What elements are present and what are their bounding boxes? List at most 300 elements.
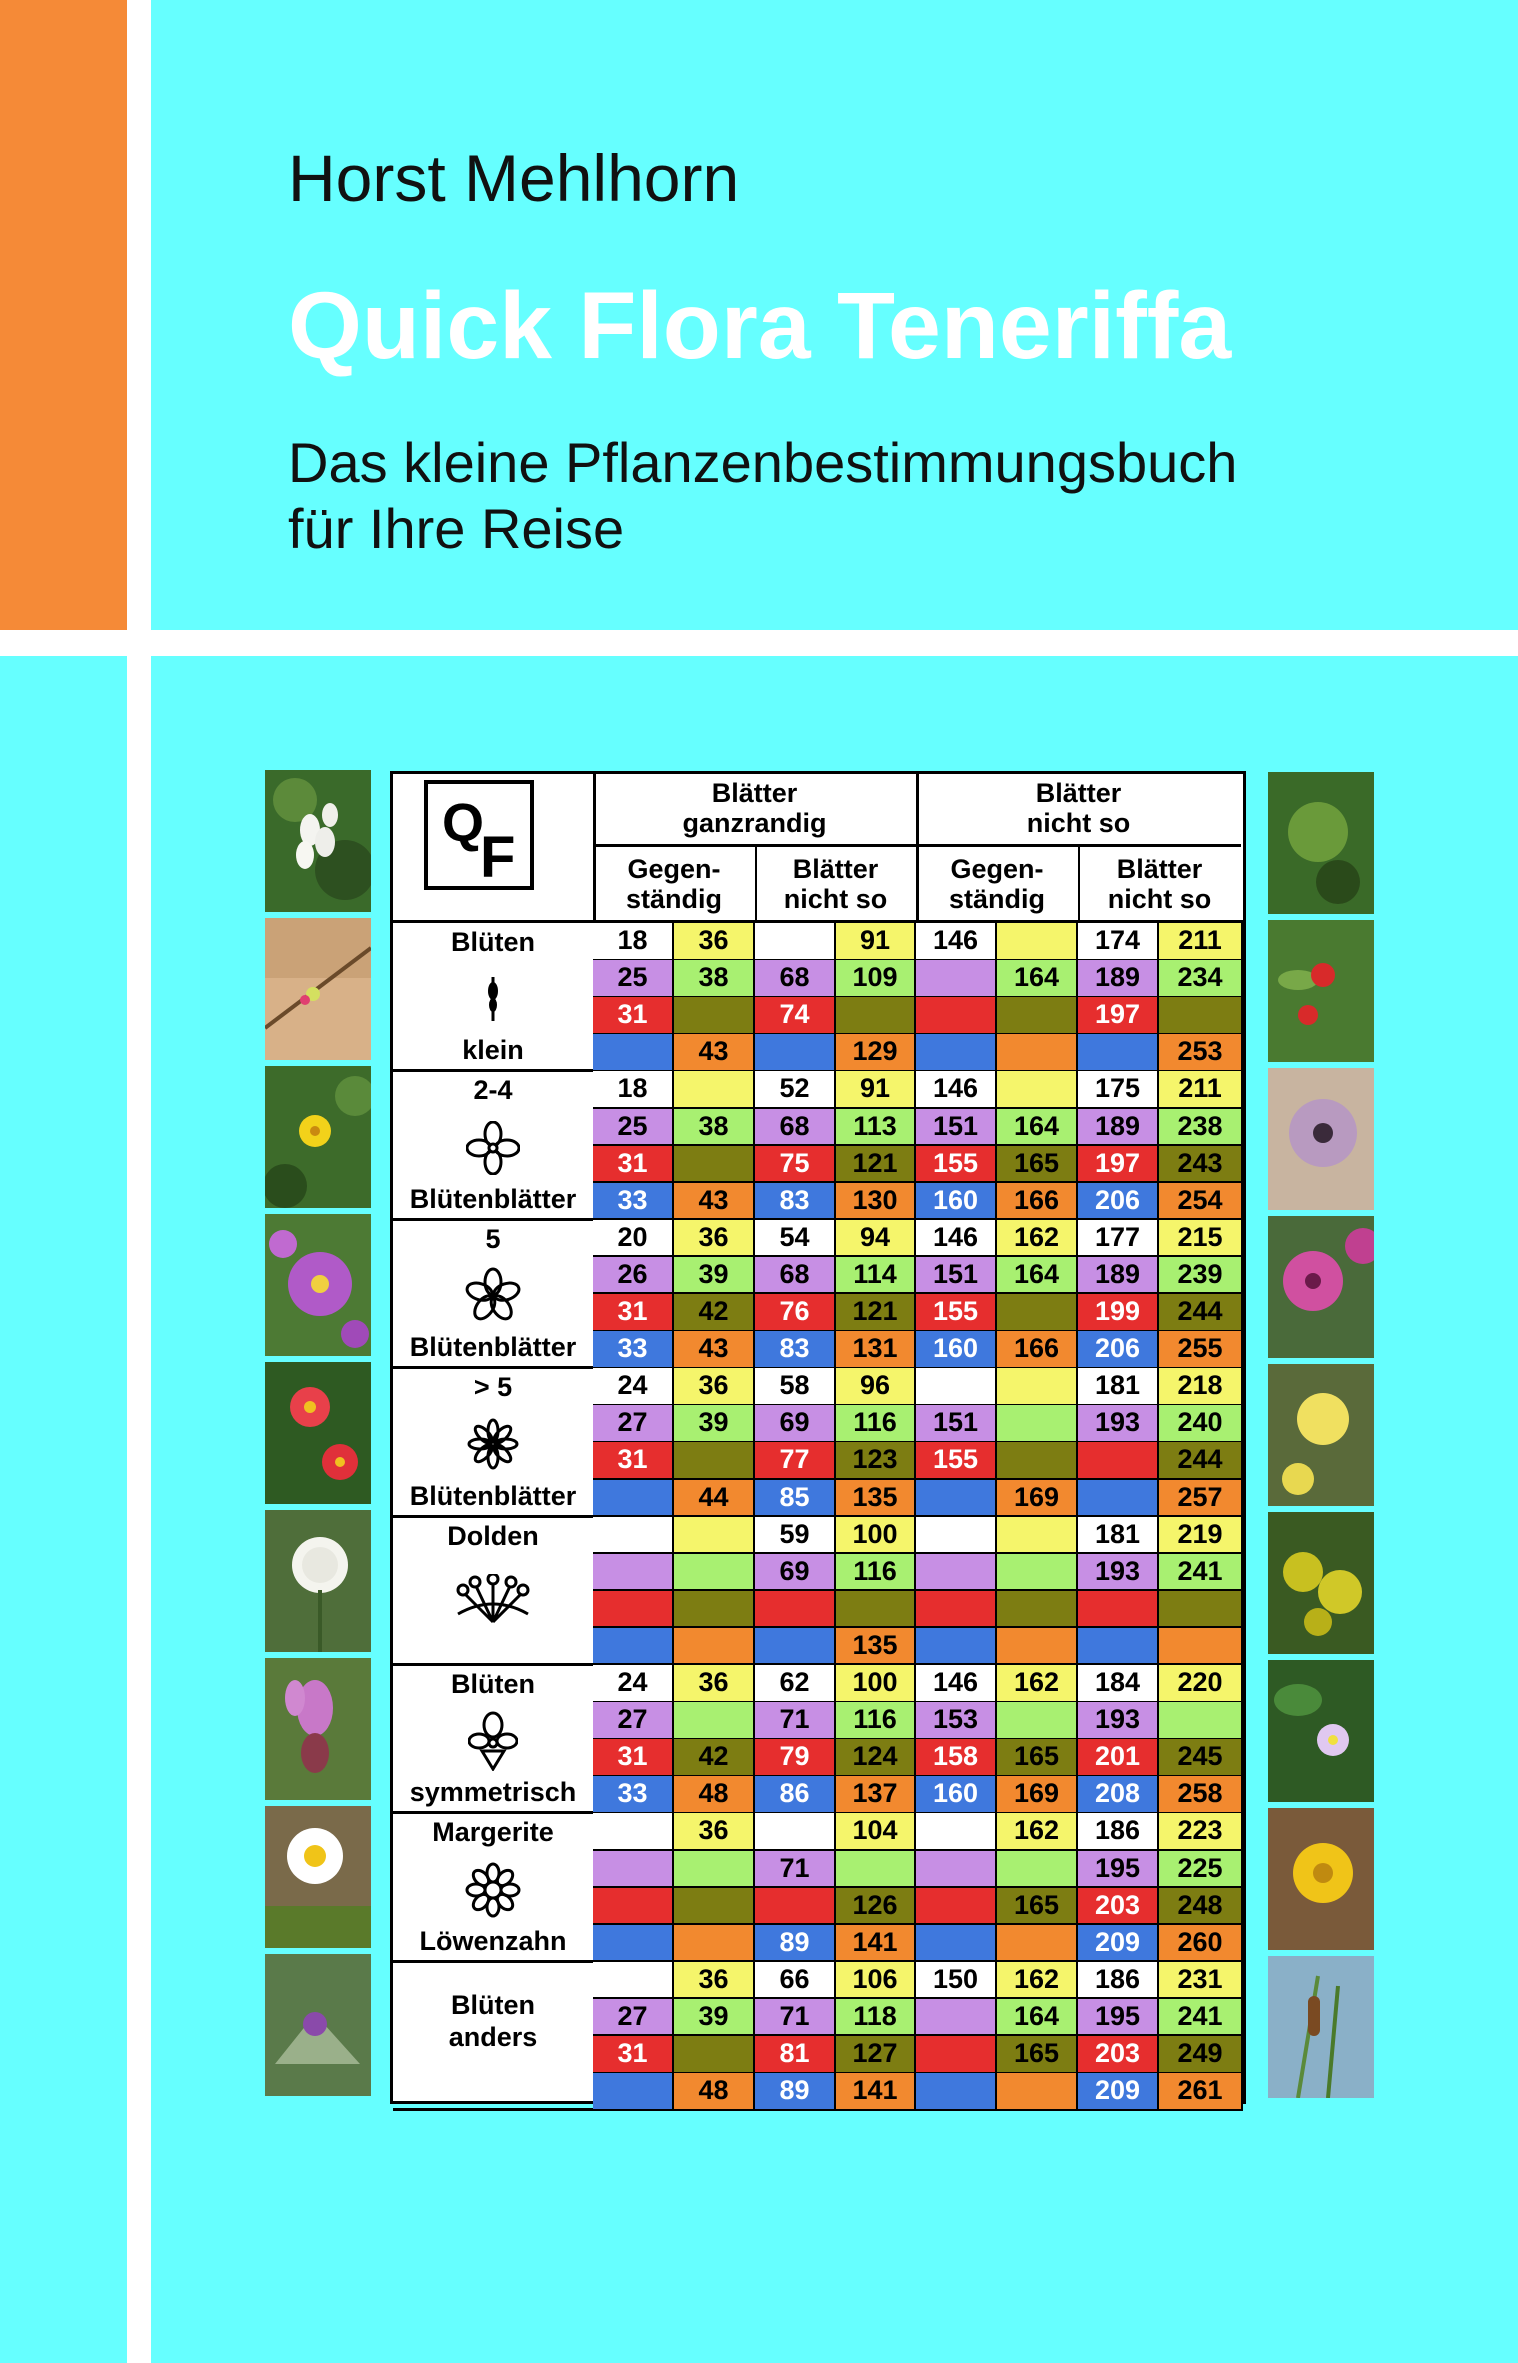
key-cell (1159, 1591, 1243, 1629)
key-cell: 164 (997, 960, 1078, 998)
key-cell: 96 (836, 1368, 916, 1406)
key-cell: 199 (1078, 1294, 1159, 1332)
key-cell: 165 (997, 1888, 1078, 1926)
key-cell: 231 (1159, 1962, 1243, 2000)
header-opposite-1-line-1: Gegen- (627, 854, 721, 884)
key-cell (593, 1034, 674, 1072)
key-cell: 146 (916, 1665, 997, 1703)
key-cell: 189 (1078, 960, 1159, 998)
key-cell (916, 2036, 997, 2074)
key-cell (916, 2073, 997, 2111)
header-leaves-other-line-2: nicht so (1026, 808, 1131, 838)
header-not-so-2-line-1: Blätter (1116, 854, 1203, 884)
key-cell: 36 (674, 923, 755, 961)
key-cell: 44 (674, 1480, 755, 1518)
key-cell: 68 (755, 1109, 836, 1147)
header-opposite-2-line-2: ständig (948, 884, 1045, 914)
key-cell: 160 (916, 1776, 997, 1814)
group-label-top: 5 (485, 1223, 501, 1254)
logo-letter-q: Q (442, 793, 485, 853)
key-cell (1159, 1702, 1243, 1740)
key-cell: 220 (1159, 1665, 1243, 1703)
key-cell (674, 1146, 755, 1184)
flower-photo-green-shrub (1268, 772, 1374, 914)
header-opposite-2 (916, 854, 1078, 914)
key-cell (916, 997, 997, 1035)
key-cell (997, 1628, 1078, 1666)
key-cell (1078, 1034, 1159, 1072)
key-cell: 166 (997, 1331, 1078, 1369)
key-cell: 164 (997, 1109, 1078, 1147)
key-cell: 75 (755, 1146, 836, 1184)
divider-header-sub-2 (1078, 846, 1080, 922)
key-cell: 169 (997, 1480, 1078, 1518)
key-cell: 158 (916, 1739, 997, 1777)
key-cell: 146 (916, 1071, 997, 1109)
key-cell: 89 (755, 1925, 836, 1963)
key-cell (916, 1554, 997, 1592)
flower-photo-yellow (265, 1066, 371, 1208)
key-cell: 253 (1159, 1034, 1243, 1072)
key-cell (674, 1591, 755, 1629)
key-cell (997, 1034, 1078, 1072)
key-cell (916, 1368, 997, 1406)
key-cell (593, 1480, 674, 1518)
key-cell: 39 (674, 1257, 755, 1295)
key-cell: 109 (836, 960, 916, 998)
key-cell (997, 1368, 1078, 1406)
key-cell: 31 (593, 1146, 674, 1184)
key-cell: 116 (836, 1405, 916, 1443)
group-label-top: Dolden (447, 1520, 539, 1551)
logo-letter-f: F (480, 825, 516, 890)
key-cell: 24 (593, 1368, 674, 1406)
key-cell: 193 (1078, 1554, 1159, 1592)
key-cell: 177 (1078, 1220, 1159, 1258)
key-cell: 130 (836, 1183, 916, 1221)
key-cell: 206 (1078, 1331, 1159, 1369)
key-cell: 27 (593, 1999, 674, 2037)
key-cell (916, 1034, 997, 1072)
key-cell: 36 (674, 1813, 755, 1851)
key-cell: 31 (593, 1294, 674, 1332)
key-cell: 244 (1159, 1294, 1243, 1332)
key-cell: 181 (1078, 1368, 1159, 1406)
flower-photo-pink-cistus (265, 1214, 371, 1356)
header-not-so-1-line-1: Blätter (792, 854, 879, 884)
key-cell: 151 (916, 1109, 997, 1147)
key-cell: 77 (755, 1442, 836, 1480)
key-cell: 48 (674, 2073, 755, 2111)
flower-photo-orchid (265, 1658, 371, 1800)
key-cell: 203 (1078, 2036, 1159, 2074)
key-cell: 248 (1159, 1888, 1243, 1926)
key-cell: 33 (593, 1776, 674, 1814)
key-cell: 20 (593, 1220, 674, 1258)
key-cell (674, 1628, 755, 1666)
key-cell: 141 (836, 1925, 916, 1963)
key-cell: 83 (755, 1331, 836, 1369)
key-cell (674, 1925, 755, 1963)
book-title: Quick Flora Teneriffa (288, 273, 1232, 379)
key-cell: 43 (674, 1034, 755, 1072)
header-opposite-1-line-2: ständig (625, 884, 722, 914)
key-cell: 116 (836, 1702, 916, 1740)
key-cell: 155 (916, 1294, 997, 1332)
qf-logo (424, 780, 534, 890)
flower-photo-red (265, 1362, 371, 1504)
author-name: Horst Mehlhorn (288, 141, 740, 215)
white-horizontal-stripe (0, 630, 1518, 656)
key-cell: 189 (1078, 1257, 1159, 1295)
key-cell: 164 (997, 1257, 1078, 1295)
key-cell: 234 (1159, 960, 1243, 998)
key-cell: 42 (674, 1294, 755, 1332)
key-cell (916, 960, 997, 998)
key-cell: 261 (1159, 2073, 1243, 2111)
key-cell (997, 1517, 1078, 1555)
header-opposite-1 (593, 854, 755, 914)
key-cell (1078, 1480, 1159, 1518)
key-cell: 25 (593, 1109, 674, 1147)
key-cell: 127 (836, 2036, 916, 2074)
key-cell: 241 (1159, 1999, 1243, 2037)
key-cell (755, 1591, 836, 1629)
key-cell: 42 (674, 1739, 755, 1777)
key-cell (593, 1962, 674, 2000)
group-label-top: Margerite (432, 1817, 554, 1848)
key-cell: 155 (916, 1442, 997, 1480)
key-cell: 209 (1078, 1925, 1159, 1963)
key-cell (1078, 1591, 1159, 1629)
group-label-bottom: Löwenzahn (419, 1925, 567, 1956)
key-cell: 89 (755, 2073, 836, 2111)
key-cell: 83 (755, 1183, 836, 1221)
key-cell: 124 (836, 1739, 916, 1777)
flower-photo-poppy (1268, 1068, 1374, 1210)
key-cell: 245 (1159, 1739, 1243, 1777)
key-cell: 116 (836, 1554, 916, 1592)
key-cell: 68 (755, 1257, 836, 1295)
key-cell: 151 (916, 1405, 997, 1443)
key-cell: 121 (836, 1294, 916, 1332)
key-cell: 43 (674, 1183, 755, 1221)
key-cell: 211 (1159, 1071, 1243, 1109)
header-leaves-entire (593, 778, 916, 838)
flower-photo-thistle (265, 1954, 371, 2096)
identification-key-table (390, 771, 1246, 2104)
key-cell (674, 2036, 755, 2074)
key-cell: 123 (836, 1442, 916, 1480)
umbel-icon (453, 1574, 533, 1629)
key-cell: 146 (916, 923, 997, 961)
key-cell (674, 1702, 755, 1740)
header-not-so-1-line-2: nicht so (783, 884, 888, 914)
key-cell: 258 (1159, 1776, 1243, 1814)
key-cell: 165 (997, 1739, 1078, 1777)
key-cell (674, 997, 755, 1035)
key-cell: 71 (755, 1999, 836, 2037)
key-cell: 36 (674, 1220, 755, 1258)
key-cell: 166 (997, 1183, 1078, 1221)
subtitle-line-2: für Ihre Reise (288, 497, 625, 560)
book-subtitle (288, 430, 1237, 562)
key-cell (997, 923, 1078, 961)
key-cell: 118 (836, 1999, 916, 2037)
key-cell: 33 (593, 1183, 674, 1221)
key-cell: 162 (997, 1962, 1078, 2000)
key-cell: 106 (836, 1962, 916, 2000)
header-opposite-2-line-1: Gegen- (950, 854, 1044, 884)
key-cell: 104 (836, 1813, 916, 1851)
key-cell: 164 (997, 1999, 1078, 2037)
key-cell: 79 (755, 1739, 836, 1777)
key-cell: 195 (1078, 1999, 1159, 2037)
flower-photo-twig (265, 918, 371, 1060)
key-cell (916, 1591, 997, 1629)
key-cell: 38 (674, 1109, 755, 1147)
key-cell: 165 (997, 1146, 1078, 1184)
key-cell: 85 (755, 1480, 836, 1518)
key-cell: 175 (1078, 1071, 1159, 1109)
key-cell: 197 (1078, 1146, 1159, 1184)
key-cell: 238 (1159, 1109, 1243, 1147)
key-cell: 189 (1078, 1109, 1159, 1147)
many-petal-icon (467, 1418, 519, 1475)
key-cell: 31 (593, 997, 674, 1035)
key-cell (755, 1813, 836, 1851)
key-cell: 141 (836, 2073, 916, 2111)
key-cell (593, 1517, 674, 1555)
key-cell: 114 (836, 1257, 916, 1295)
key-cell: 94 (836, 1220, 916, 1258)
key-cell: 243 (1159, 1146, 1243, 1184)
key-cell: 58 (755, 1368, 836, 1406)
key-cell (755, 1888, 836, 1926)
key-cell: 36 (674, 1368, 755, 1406)
key-cell: 52 (755, 1071, 836, 1109)
key-cell (593, 1628, 674, 1666)
key-cell: 74 (755, 997, 836, 1035)
key-cell: 197 (1078, 997, 1159, 1035)
group-label-top: Blüten (451, 1669, 535, 1699)
key-cell: 54 (755, 1220, 836, 1258)
group-label-bottom: Blütenblätter (409, 1480, 577, 1511)
key-cell (755, 923, 836, 961)
divider-header-groups (916, 774, 919, 922)
header-leaves-other-line-1: Blätter (1035, 778, 1122, 808)
key-cell: 131 (836, 1331, 916, 1369)
key-cell (836, 997, 916, 1035)
key-cell (997, 1405, 1078, 1443)
key-cell: 26 (593, 1257, 674, 1295)
key-cell: 169 (997, 1776, 1078, 1814)
key-cell (593, 1591, 674, 1629)
white-vertical-stripe (127, 0, 151, 2363)
key-cell: 100 (836, 1517, 916, 1555)
key-cell: 260 (1159, 1925, 1243, 1963)
key-cell: 69 (755, 1405, 836, 1443)
key-cell (593, 1851, 674, 1889)
subtitle-line-1: Das kleine Pflanzenbestimmungsbuch (288, 431, 1238, 494)
key-cell (916, 1888, 997, 1926)
key-cell: 186 (1078, 1962, 1159, 2000)
key-cell (593, 1888, 674, 1926)
key-cell (674, 1554, 755, 1592)
key-cell: 255 (1159, 1331, 1243, 1369)
key-cell (916, 1517, 997, 1555)
key-cell (593, 1813, 674, 1851)
key-cell: 31 (593, 2036, 674, 2074)
key-cell: 239 (1159, 1257, 1243, 1295)
key-cell: 36 (674, 1962, 755, 2000)
key-cell: 66 (755, 1962, 836, 2000)
key-cell: 184 (1078, 1665, 1159, 1703)
key-cell: 223 (1159, 1813, 1243, 1851)
key-cell (997, 1071, 1078, 1109)
key-cell (593, 1925, 674, 1963)
key-cell: 150 (916, 1962, 997, 2000)
key-cell (1078, 1442, 1159, 1480)
key-cell: 209 (1078, 2073, 1159, 2111)
key-cell: 208 (1078, 1776, 1159, 1814)
key-cell (997, 1554, 1078, 1592)
flower-photo-red-bracts (1268, 920, 1374, 1062)
key-cell: 146 (916, 1220, 997, 1258)
four-petal-icon (466, 1121, 520, 1180)
key-cell: 69 (755, 1554, 836, 1592)
key-cell: 25 (593, 960, 674, 998)
group-label-top: Blüten (451, 1989, 535, 2020)
header-not-so-2-line-2: nicht so (1107, 884, 1212, 914)
key-cell (755, 1628, 836, 1666)
spike-icon (478, 977, 508, 1026)
divider-header-sub-1 (755, 846, 757, 922)
key-cell: 162 (997, 1813, 1078, 1851)
key-cell (916, 1851, 997, 1889)
header-not-so-1 (755, 854, 916, 914)
key-cell (997, 1702, 1078, 1740)
key-cell: 160 (916, 1331, 997, 1369)
key-cell: 135 (836, 1480, 916, 1518)
key-cell (916, 1999, 997, 2037)
key-cell: 203 (1078, 1888, 1159, 1926)
key-cell: 135 (836, 1628, 916, 1666)
key-cell: 81 (755, 2036, 836, 2074)
flower-photo-bulrush (1268, 1956, 1374, 2098)
key-cell (916, 1813, 997, 1851)
key-cell (916, 1480, 997, 1518)
key-cell (674, 1851, 755, 1889)
key-cell: 225 (1159, 1851, 1243, 1889)
header-leaves-entire-line-2: ganzrandig (682, 808, 827, 838)
key-cell: 240 (1159, 1405, 1243, 1443)
key-cell (997, 1851, 1078, 1889)
key-cell: 219 (1159, 1517, 1243, 1555)
key-cell: 254 (1159, 1183, 1243, 1221)
key-cell: 181 (1078, 1517, 1159, 1555)
key-cell: 59 (755, 1517, 836, 1555)
key-cell (674, 1071, 755, 1109)
key-cell (916, 1628, 997, 1666)
key-cell (997, 1442, 1078, 1480)
flower-photo-daisy (265, 1806, 371, 1948)
key-cell (593, 2073, 674, 2111)
symmetric-flower-icon (468, 1711, 518, 1776)
key-cell: 206 (1078, 1183, 1159, 1221)
key-cell: 27 (593, 1405, 674, 1443)
key-cell (1078, 1628, 1159, 1666)
key-cell (836, 1851, 916, 1889)
key-cell: 38 (674, 960, 755, 998)
key-cell: 160 (916, 1183, 997, 1221)
flower-photo-yellow-umbel (1268, 1512, 1374, 1654)
flower-photo-yellow-pompom (1268, 1364, 1374, 1506)
group-label-bottom: anders (448, 2021, 538, 2052)
key-cell (1159, 997, 1243, 1035)
flower-photo-white-bells (265, 770, 371, 912)
key-cell (836, 1591, 916, 1629)
key-cell: 113 (836, 1109, 916, 1147)
key-cell (674, 1442, 755, 1480)
key-cell: 39 (674, 1405, 755, 1443)
key-cell: 100 (836, 1665, 916, 1703)
group-label-top: Blüten (451, 927, 535, 957)
key-cell (997, 2073, 1078, 2111)
key-cell: 91 (836, 923, 916, 961)
key-cell: 36 (674, 1665, 755, 1703)
five-petal-icon (464, 1267, 522, 1330)
daisy-icon (465, 1862, 521, 1923)
key-cell: 153 (916, 1702, 997, 1740)
orange-color-band (0, 0, 127, 630)
key-cell (997, 1294, 1078, 1332)
group-label-bottom: Blütenblätter (409, 1332, 577, 1363)
key-cell: 211 (1159, 923, 1243, 961)
key-cell: 86 (755, 1776, 836, 1814)
key-cell: 162 (997, 1220, 1078, 1258)
key-cell: 62 (755, 1665, 836, 1703)
key-cell: 186 (1078, 1813, 1159, 1851)
group-label-top: > 5 (473, 1372, 513, 1403)
key-cell: 27 (593, 1702, 674, 1740)
key-cell: 48 (674, 1776, 755, 1814)
key-cell: 91 (836, 1071, 916, 1109)
key-cell: 174 (1078, 923, 1159, 961)
key-cell: 71 (755, 1702, 836, 1740)
group-label-bottom: symmetrisch (409, 1777, 577, 1808)
key-cell: 68 (755, 960, 836, 998)
key-cell: 249 (1159, 2036, 1243, 2074)
flower-photo-mallow (1268, 1216, 1374, 1358)
key-cell: 76 (755, 1294, 836, 1332)
divider-header-row (593, 844, 1241, 847)
key-cell: 18 (593, 923, 674, 961)
key-cell: 155 (916, 1146, 997, 1184)
key-cell (755, 1034, 836, 1072)
key-cell: 241 (1159, 1554, 1243, 1592)
group-label-top: 2-4 (473, 1075, 513, 1106)
header-leaves-entire-line-1: Blätter (711, 778, 798, 808)
key-cell (674, 1888, 755, 1926)
flower-photo-white-umbel (265, 1510, 371, 1652)
key-cell: 218 (1159, 1368, 1243, 1406)
key-cell: 39 (674, 1999, 755, 2037)
key-cell: 43 (674, 1331, 755, 1369)
key-cell: 121 (836, 1146, 916, 1184)
group-label-bottom: klein (462, 1035, 524, 1066)
header-leaves-other (916, 778, 1241, 838)
